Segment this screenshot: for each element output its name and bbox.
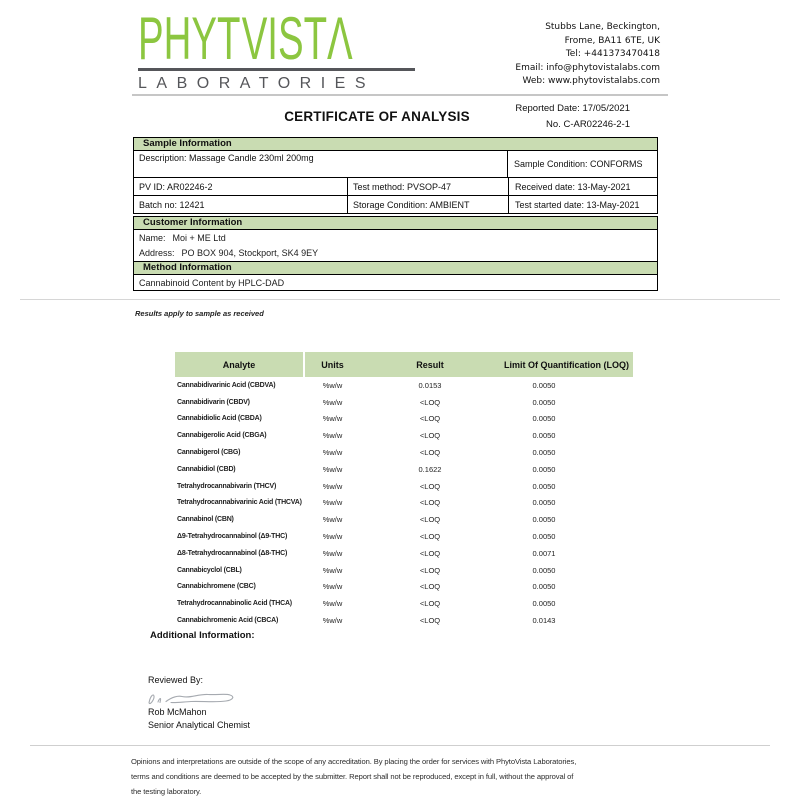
units-cell: %w/w: [322, 431, 343, 441]
customer-name-label: Name:: [139, 233, 166, 243]
loq-cell: 0.0050: [532, 565, 556, 575]
analyte-cell: Cannabicyclol (CBL): [177, 566, 242, 574]
result-cell: 0.1622: [418, 464, 442, 474]
header-divider: [132, 94, 668, 96]
loq-cell: 0.0050: [532, 397, 556, 407]
brand-name-prefix: PHYT: [138, 5, 241, 72]
results-table-header: [175, 352, 633, 377]
certificate-number: No. C-AR02246-2-1: [546, 118, 630, 130]
analyte-cell: Cannabigerolic Acid (CBGA): [177, 432, 267, 440]
analyte-cell: Cannabidivarinic Acid (CBDVA): [177, 381, 276, 389]
table-row: [175, 495, 633, 512]
units-cell: %w/w: [322, 380, 343, 390]
sample-description-row: [134, 151, 657, 178]
loq-cell: 0.0050: [532, 380, 556, 390]
table-row: [175, 411, 633, 428]
test-started-date: Test started date: 13-May-2021: [515, 199, 640, 210]
loq-cell: 0.0050: [532, 431, 556, 441]
received-date: Received date: 13-May-2021: [515, 181, 631, 192]
units-cell: %w/w: [322, 448, 343, 458]
loq-cell: 0.0050: [532, 532, 556, 542]
units-cell: %w/w: [322, 532, 343, 542]
units-cell: %w/w: [322, 481, 343, 491]
result-cell: <LOQ: [419, 548, 441, 558]
units-cell: %w/w: [322, 599, 343, 609]
analyte-cell: Cannabidivarin (CBDV): [177, 398, 250, 406]
reviewed-by-label: Reviewed By:: [148, 675, 204, 685]
units-cell: %w/w: [322, 548, 343, 558]
table-row: [175, 394, 633, 411]
analyte-cell: Cannabichromene (CBC): [177, 583, 256, 591]
table-row: [175, 528, 633, 545]
result-cell: <LOQ: [419, 565, 441, 575]
result-cell: <LOQ: [419, 532, 441, 542]
footer-line3: the testing laboratory.: [131, 787, 202, 796]
units-cell: %w/w: [322, 498, 343, 508]
contact-tel: Tel: +441373470418: [565, 49, 660, 59]
loq-cell: 0.0050: [532, 498, 556, 508]
sample-information-header: Sample Information: [134, 138, 657, 151]
loq-cell: 0.0071: [532, 548, 556, 558]
footer-line1: Opinions and interpretations are outside of the scope of any accreditation. By placing the order for services with PhytoVista Laboratories,: [131, 757, 577, 766]
signature-image: [146, 688, 246, 707]
loq-cell: 0.0050: [532, 582, 556, 592]
sample-information-section: [133, 137, 658, 214]
result-cell: <LOQ: [419, 599, 441, 609]
footer-line2: terms and conditions are deemed to be accepted by the submitter. Report shall not be reproduced, except in full, without the approval of: [131, 772, 574, 781]
analyte-cell: Cannabichromenic Acid (CBCA): [177, 617, 279, 625]
reviewer-name: Rob McMahon: [148, 707, 207, 717]
units-cell: %w/w: [322, 464, 343, 474]
header-result: Result: [416, 359, 444, 370]
table-row: [175, 478, 633, 495]
review-block: [148, 675, 250, 731]
result-cell: <LOQ: [419, 616, 441, 626]
page-title: CERTIFICATE OF ANALYSIS: [284, 109, 470, 124]
customer-information-header: Customer Information: [134, 217, 657, 230]
contact-address-line2: Frome, BA11 6TE, UK: [564, 35, 660, 46]
header-analyte: Analyte: [175, 352, 305, 377]
customer-address-label: Address:: [139, 248, 175, 258]
units-cell: %w/w: [322, 414, 343, 424]
result-cell: <LOQ: [419, 481, 441, 491]
units-cell: %w/w: [322, 565, 343, 575]
brand-logo: [138, 5, 418, 93]
footer-divider: [30, 745, 770, 746]
table-row: [175, 595, 633, 612]
analyte-cell: Cannabinol (CBN): [177, 516, 234, 524]
analyte-cell: Tetrahydrocannabinolic Acid (THCA): [177, 600, 292, 608]
customer-details: [134, 230, 657, 262]
loq-cell: 0.0050: [532, 448, 556, 458]
brand-wordmark: [138, 5, 353, 72]
brand-tagline: LABORATORIES: [138, 68, 415, 93]
loq-cell: 0.0050: [532, 414, 556, 424]
loq-cell: 0.0050: [532, 515, 556, 525]
units-cell: %w/w: [322, 582, 343, 592]
loq-cell: 0.0050: [532, 464, 556, 474]
result-cell: 0.0153: [418, 380, 442, 390]
header-units: Units: [321, 359, 344, 370]
customer-name-value: Moi + ME Ltd: [172, 233, 226, 243]
table-row: [175, 579, 633, 596]
table-row: [175, 444, 633, 461]
pv-id: PV ID: AR02246-2: [134, 178, 348, 195]
table-row: [175, 612, 633, 629]
table-row: [175, 377, 633, 394]
result-cell: <LOQ: [419, 448, 441, 458]
customer-address-line: [139, 248, 657, 258]
analyte-cell: Tetrahydrocannabivarin (THCV): [177, 482, 277, 490]
loq-cell: 0.0050: [532, 481, 556, 491]
units-cell: %w/w: [322, 616, 343, 626]
brand-name-suffix: VISTΛ: [241, 5, 353, 72]
result-cell: <LOQ: [419, 414, 441, 424]
results-table: [175, 352, 633, 629]
contact-block: [515, 21, 660, 89]
contact-web: Web: www.phytovistalabs.com: [522, 76, 660, 86]
analyte-cell: Cannabigerol (CBG): [177, 449, 241, 457]
results-note: Results apply to sample as received: [135, 309, 264, 318]
method-information-header: Method Information: [134, 262, 657, 275]
units-cell: %w/w: [322, 515, 343, 525]
sample-condition: Sample Condition: CONFORMS: [514, 159, 643, 169]
units-cell: %w/w: [322, 397, 343, 407]
footer-disclaimer: [131, 754, 576, 799]
result-cell: <LOQ: [419, 431, 441, 441]
reported-date: Reported Date: 17/05/2021: [515, 103, 630, 114]
reviewer-title: Senior Analytical Chemist: [148, 720, 251, 730]
sample-info-row: [134, 196, 657, 213]
table-row: [175, 427, 633, 444]
storage-condition: Storage Condition: AMBIENT: [348, 196, 509, 213]
customer-address-value: PO BOX 904, Stockport, SK4 9EY: [181, 248, 319, 258]
table-row: [175, 511, 633, 528]
sample-info-row: [134, 178, 657, 196]
contact-address-line1: Stubbs Lane, Beckington,: [545, 22, 660, 32]
analyte-cell: Δ9-Tetrahydrocannabinol (Δ9-THC): [177, 533, 288, 541]
analyte-cell: Cannabidiol (CBD): [177, 465, 236, 473]
result-cell: <LOQ: [419, 582, 441, 592]
batch-no: Batch no: 12421: [134, 196, 348, 213]
section-divider: [20, 299, 780, 300]
header-loq: Limit Of Quantification (LOQ): [504, 359, 629, 370]
result-cell: <LOQ: [419, 515, 441, 525]
table-row: [175, 545, 633, 562]
analyte-cell: Tetrahydrocannabivarinic Acid (THCVA): [177, 499, 302, 507]
method-description: Cannabinoid Content by HPLC-DAD: [139, 277, 285, 288]
customer-name-line: [139, 233, 657, 243]
loq-cell: 0.0143: [532, 616, 556, 626]
table-row: [175, 461, 633, 478]
additional-information-label: Additional Information:: [150, 630, 255, 641]
result-cell: <LOQ: [419, 498, 441, 508]
sample-description: Description: Massage Candle 230ml 200mg: [134, 151, 508, 177]
loq-cell: 0.0050: [532, 599, 556, 609]
table-row: [175, 562, 633, 579]
contact-email: Email: info@phytovistalabs.com: [515, 62, 660, 73]
customer-method-section: [133, 216, 658, 291]
analyte-cell: Δ8-Tetrahydrocannabinol (Δ8-THC): [177, 549, 288, 557]
test-method: Test method: PVSOP-47: [348, 178, 509, 195]
analyte-cell: Cannabidiolic Acid (CBDA): [177, 415, 262, 423]
result-cell: <LOQ: [419, 397, 441, 407]
